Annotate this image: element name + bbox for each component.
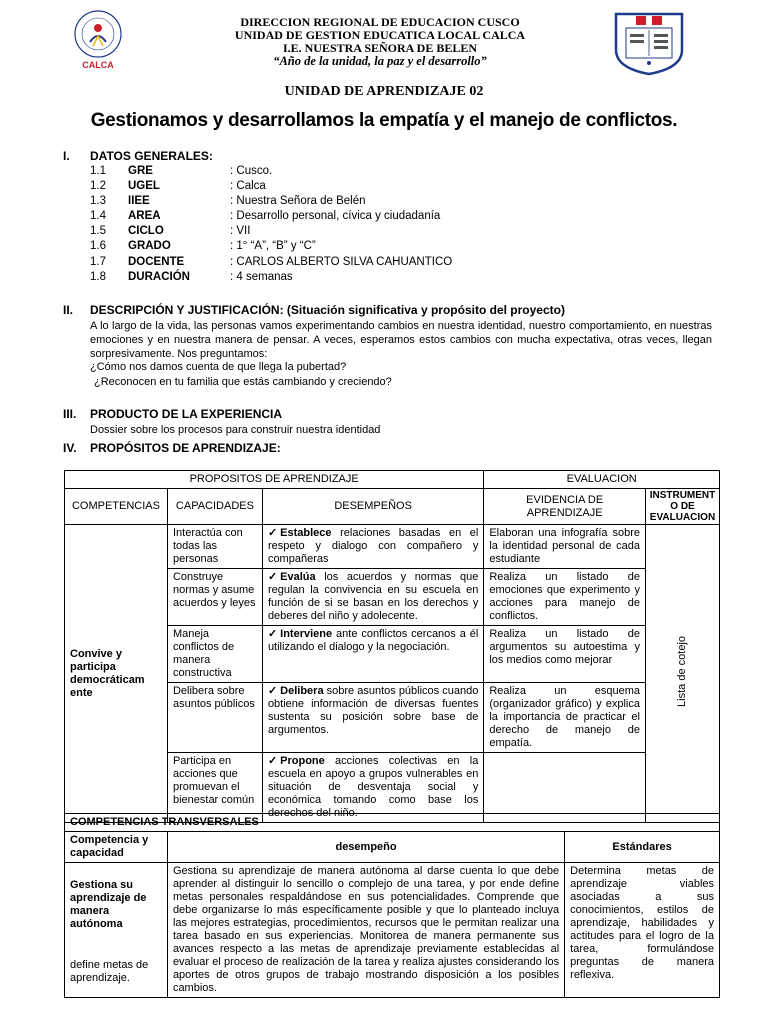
header-competencias: COMPETENCIAS — [65, 489, 168, 525]
transversal-capacidad: define metas de aprendizaje. — [70, 959, 149, 984]
checkmark-icon: ✓ — [267, 571, 278, 583]
header-line-2: UNIDAD DE GESTION EDUCATICA LOCAL CALCA — [234, 28, 526, 42]
evidencia-cell — [484, 753, 646, 823]
header-estandares: Estándares — [565, 832, 720, 863]
checkmark-icon: ✓ — [267, 755, 278, 767]
propositos-table — [64, 470, 720, 823]
checkmark-icon: ✓ — [267, 685, 278, 697]
evidencia-cell: Realiza un listado de argumentos su autoestima y los medios como mejorar — [484, 626, 646, 683]
product-text: Dossier sobre los procesos para construir nuestra identidad — [90, 424, 381, 436]
transversal-desempeno-cell: Gestiona su aprendizaje de manera autónoma al darse cuenta lo que debe aprender al distinguir lo sencillo o complejo de una tarea, y por ende define metas personales respaldándose en sus potencialidades. Comprende que debe organizarse lo más específicamente posible y que lo planteado incluya las mejores estrategias, procedimientos, recursos que le permitan realizar una tarea basado en sus experiencias. Monitorea de manera permanente sus avances respecto a las metas de aprendizaje previamente establecidas al evaluar el proceso de realización de la tarea y realiza ajustes considerando los aportes de otros grupos de trabajo mostrando disposición a los posibles cambios. — [167, 863, 564, 998]
header-capacidades: CAPACIDADES — [167, 489, 262, 525]
section-3-title: PRODUCTO DE LA EXPERIENCIA — [90, 407, 283, 421]
header-motto: “Año de la unidad, la paz y el desarrollo” — [273, 54, 487, 68]
section-4-number: IV. — [63, 441, 77, 455]
datos-row: 1.6 GRADO : 1° “A”, “B” y “C” — [90, 240, 316, 252]
question-2: ¿Reconocen en tu familia que estás cambiando y creciendo? — [94, 376, 392, 388]
header-competencia-capacidad: Competencia y capacidad — [65, 832, 168, 863]
datos-row: 1.1 GRE : Cusco. — [90, 165, 273, 177]
datos-row: 1.4 AREA : Desarrollo personal, cívica y ciudadanía — [90, 210, 441, 222]
capacidad-cell: Participa en acciones que promuevan el bienestar común — [167, 753, 262, 823]
datos-row: 1.3 IIEE : Nuestra Señora de Belén — [90, 195, 366, 207]
capacidad-cell: Delibera sobre asuntos públicos — [167, 683, 262, 753]
unit-title: UNIDAD DE APRENDIZAJE 02 — [284, 84, 484, 99]
instrumento-cell — [645, 525, 719, 823]
transversales-table — [64, 813, 720, 998]
question-1: ¿Cómo nos damos cuenta de que llega la pubertad? — [90, 361, 347, 373]
transversal-competencia: Gestiona su aprendizaje de manera autónoma — [70, 879, 147, 930]
header-instrumento: INSTRUMENT O DE EVALUACION — [645, 489, 719, 525]
section-4-title: PROPÓSITOS DE APRENDIZAJE: — [90, 441, 281, 455]
capacidad-cell: Interactúa con todas las personas — [167, 525, 262, 569]
capacidad-cell: Maneja conflictos de manera constructiva — [167, 626, 262, 683]
evidencia-cell: Realiza un esquema (organizador gráfico) y explica la importancia de practicar el derecho de manejo de empatía. — [484, 683, 646, 753]
header-desempeno: desempeño — [167, 832, 564, 863]
transversal-estandar-cell: Determina metas de aprendizaje viables asociadas a sus conocimientos, estilos de aprendizaje, habilidades y actitudes para el logro de la tarea, formulándose preguntas de manera reflexiva. — [565, 863, 720, 998]
table-row — [65, 863, 720, 998]
desempeno-cell: ✓ Propone acciones colectivas en la escuela en apoyo a grupos vulnerables en situación de desventaja social y económica tomando como base los derechos del niño. — [262, 753, 483, 823]
checkmark-icon: ✓ — [267, 628, 278, 640]
datos-row: 1.2 UGEL : Calca — [90, 180, 266, 192]
datos-row: 1.7 DOCENTE : CARLOS ALBERTO SILVA CAHUANTICO — [90, 256, 453, 268]
section-2-number: II. — [63, 303, 74, 317]
competencia-cell: Convive y participa democráticam ente — [65, 525, 168, 823]
section-1-title: DATOS GENERALES: — [90, 149, 213, 163]
evidencia-cell: Realiza un listado de emociones que experimento y acciones para manejo de conflictos. — [484, 569, 646, 626]
description-paragraph: A lo largo de la vida, las personas vamos experimentando cambios en nuestra identidad, nuestro comportamiento, en nuestras emociones y en nuestra manera de pensar. A veces, esperamos estos cambios con mucha expectativa, otras veces, llegan sorpresivamente. Nos preguntamos: — [90, 320, 712, 360]
section-2-title: DESCRIPCIÓN Y JUSTIFICACIÓN: (Situación significativa y propósito del proyecto) — [90, 303, 565, 317]
desempeno-cell: ✓ Evalúa los acuerdos y normas que regulan la convivencia en su escuela en función de si se basan en los derechos y deberes del niño y adolecente. — [262, 569, 483, 626]
instrumento-text: Lista de cotejo — [675, 636, 688, 707]
school-shield-logo — [608, 10, 690, 76]
checkmark-icon: ✓ — [267, 527, 278, 539]
main-title: Gestionamos y desarrollamos la empatía y el manejo de conflictos. — [90, 110, 678, 131]
header-line-1: DIRECCION REGIONAL DE EDUCACION CUSCO — [240, 15, 520, 29]
desempeno-cell: ✓ Delibera sobre asuntos públicos cuando obtiene información de diversas fuentes sustenta su posición sobre base de argumentos. — [262, 683, 483, 753]
datos-row: 1.8 DURACIÓN : 4 semanas — [90, 271, 293, 283]
transversales-title: COMPETENCIAS TRANSVERSALES — [65, 814, 720, 832]
desempeno-cell: ✓ Interviene ante conflictos cercanos a él utilizando el dialogo y la negociación. — [262, 626, 483, 683]
transversal-competencia-cell — [65, 863, 168, 998]
evidencia-cell: Elaboran una infografía sobre la identidad personal de cada estudiante — [484, 525, 646, 569]
header-propositos: PROPOSITOS DE APRENDIZAJE — [65, 471, 484, 489]
section-3-number: III. — [63, 407, 77, 421]
capacidad-cell: Construye normas y asume acuerdos y leyes — [167, 569, 262, 626]
logo-left-text: CALCA — [82, 60, 114, 70]
ugel-logo — [60, 8, 136, 72]
datos-row: 1.5 CICLO : VII — [90, 225, 251, 237]
desempeno-cell: ✓ Establece relaciones basadas en el respeto y dialogo con compañero y compañeras — [262, 525, 483, 569]
header-line-3: I.E. NUESTRA SEÑORA DE BELEN — [282, 41, 478, 55]
header-evidencia: EVIDENCIA DE APRENDIZAJE — [484, 489, 646, 525]
section-1-number: I. — [63, 149, 70, 163]
header-desempenos: DESEMPEÑOS — [262, 489, 483, 525]
table-row — [65, 525, 720, 569]
header-evaluacion: EVALUACION — [484, 471, 720, 489]
